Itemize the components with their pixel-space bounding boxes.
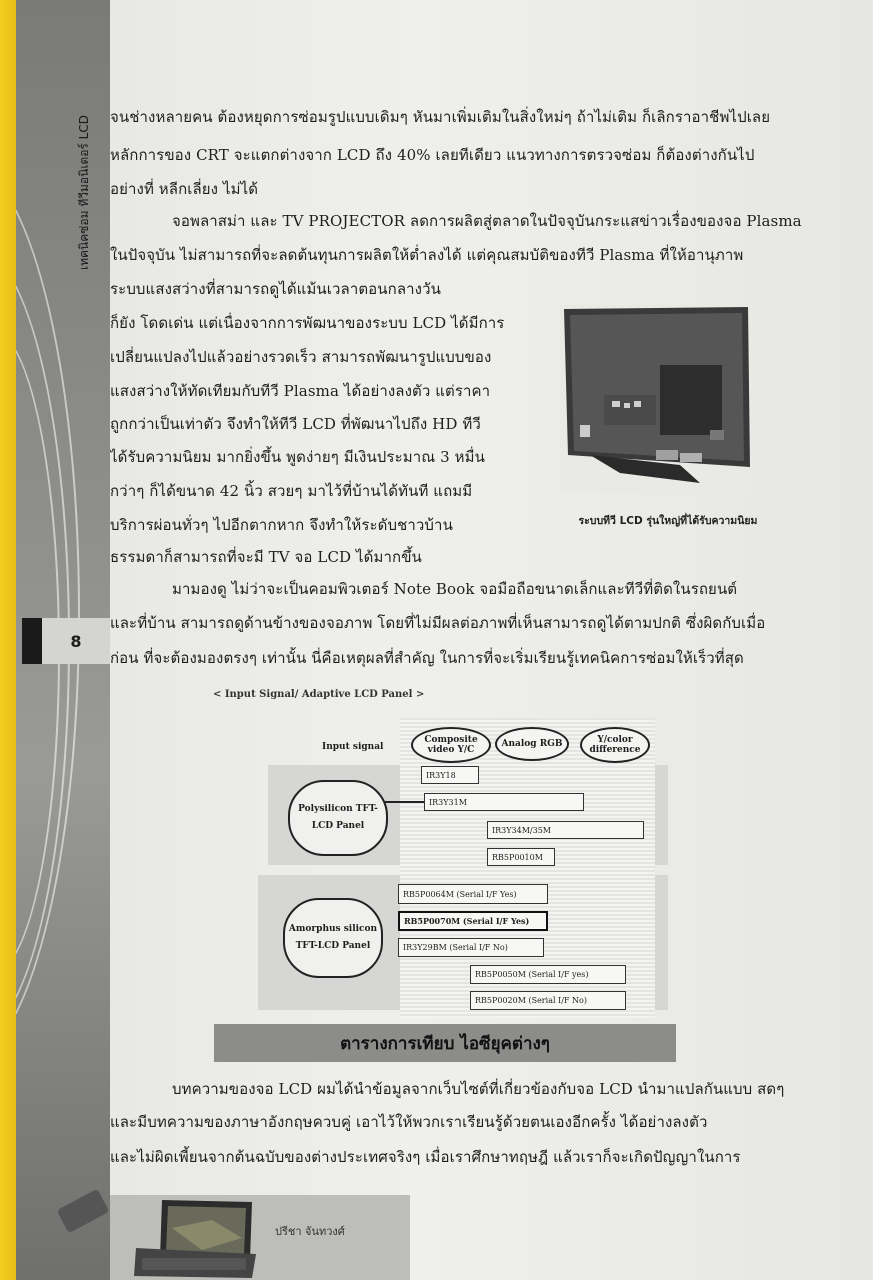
amorphous-silicon-panel: Amorphus silicon TFT-LCD Panel <box>283 898 383 978</box>
chip-box: RB5P0064M (Serial I/F Yes) <box>398 884 548 904</box>
chip-box: IR3Y34M/35M <box>487 821 644 839</box>
body-line: และไม่ผิดเพี้ยนจากต้นฉบับของต่างประเทศจริงๆ เมื่อเราศึกษาทฤษฎี แล้วเราก็จะเกิดปัญญาในการ <box>110 1148 741 1166</box>
footer-author: ปรีชา จันทวงศ์ <box>275 1225 345 1238</box>
body-line: ได้รับความนิยม มากยิ่งขึ้น พูดง่ายๆ มีเงินประมาณ 3 หมื่น <box>110 448 485 466</box>
diagram-title: < Input Signal/ Adaptive LCD Panel > <box>213 689 425 700</box>
chip-box: IR3Y31M <box>424 793 584 811</box>
chip-box: IR3Y29BM (Serial I/F No) <box>398 938 544 957</box>
body-line: จอพลาสม่า และ TV PROJECTOR ลดการผลิตสู่ตลาดในปัจจุบันกระแสข่าวเรื่องของจอ Plasma <box>172 212 802 230</box>
body-line: บริการผ่อนทั่วๆ ไปอีกตากหาก จึงทำให้ระดับชาวบ้าน <box>110 516 453 534</box>
body-line: หลักการของ CRT จะแตกต่างจาก LCD ถึง 40% เลยทีเดียว แนวทางการตรวจซ่อม ก็ต้องต่างกันไป <box>110 146 755 164</box>
photo-caption: ระบบทีวี LCD รุ่นใหญ่ที่ได้รับความนิยม <box>578 515 758 527</box>
chip-box: RB5P0020M (Serial I/F No) <box>470 991 626 1010</box>
body-line: กว่าๆ ก็ได้ขนาด 42 นิ้ว สวยๆ มาไว้ที่บ้านได้ทันที แถมมี <box>110 482 473 500</box>
running-head: เทคนิคซ่อม ทีวีมอนิเตอร์ LCD <box>77 115 91 270</box>
column-y-color-difference: Y/color difference <box>580 727 650 763</box>
body-line: อย่างที่ หลีกเลี่ยง ไม่ได้ <box>110 180 259 198</box>
column-composite-video: Composite video Y/C <box>411 727 491 763</box>
body-line: มามองดู ไม่ว่าจะเป็นคอมพิวเตอร์ Note Book จอมือถือขนาดเล็กและทีวีที่ติดในรถยนต์ <box>172 580 738 598</box>
chip-box: RB5P0070M (Serial I/F Yes) <box>398 911 548 931</box>
body-line: และมีบทความของภาษาอังกฤษควบคู่ เอาไว้ให้พวกเราเรียนรู้ด้วยตนเองอีกครั้ง ได้อย่างลงตัว <box>110 1113 708 1131</box>
body-line: ธรรมดาก็สามารถที่จะมี TV จอ LCD ได้มากขึ้น <box>110 548 422 566</box>
input-signal-label: Input signal <box>322 742 384 752</box>
column-analog-rgb: Analog RGB <box>495 727 569 761</box>
body-line: เปลี่ยนแปลงไปแล้วอย่างรวดเร็ว สามารถพัฒนารูปแบบของ <box>110 348 492 366</box>
body-line: ก็ยัง โดดเด่น แต่เนื่องจากการพัฒนาของระบบ LCD ได้มีการ <box>110 314 505 332</box>
lcd-tv-rear-photo <box>560 305 752 493</box>
body-line: บทความของจอ LCD ผมได้นำข้อมูลจากเว็บไซต์ที่เกี่ยวข้องกับจอ LCD นำมาแปลกันแบบ สดๆ <box>172 1080 785 1098</box>
body-line: ในปัจจุบัน ไม่สามารถที่จะลดต้นทุนการผลิตให้ต่ำลงได้ แต่คุณสมบัติของทีวี Plasma ที่ให้อานุภาพ <box>110 246 744 264</box>
body-line: ก่อน ที่จะต้องมองตรงๆ เท่านั้น นี่คือเหตุผลที่สำคัญ ในการที่จะเริ่มเรียนรู้เทคนิคการซ่อมให้เร็วที่สุด <box>110 649 744 667</box>
lcd-tv-icon <box>132 1198 258 1280</box>
page-number: 8 <box>22 618 110 664</box>
body-line: และที่บ้าน สามารถดูด้านข้างของจอภาพ โดยที่ไม่มีผลต่อภาพที่เห็นสามารถดูได้ตามปกติ ซึ่งผิดกับเมื่อ <box>110 614 766 632</box>
body-line: ระบบแสงสว่างที่สามารถดูได้แม้นเวลาตอนกลางวัน <box>110 280 441 298</box>
chip-box: IR3Y18 <box>421 766 479 784</box>
polysilicon-panel: Polysilicon TFT-LCD Panel <box>288 780 388 856</box>
chip-box: RB5P0050M (Serial I/F yes) <box>470 965 626 984</box>
yellow-page-edge <box>0 0 16 1280</box>
chip-box: RB5P0010M <box>487 848 555 866</box>
table-banner: ตารางการเทียบ ไอซียุคต่างๆ <box>214 1024 676 1062</box>
body-line: จนช่างหลายคน ต้องหยุดการซ่อมรูปแบบเดิมๆ หันมาเพิ่มเติมในสิ่งใหม่ๆ ถ้าไม่เติม ก็เลิกราอาชีพไปเลย <box>110 108 771 126</box>
body-line: ถูกกว่าเป็นเท่าตัว จึงทำให้ทีวี LCD ที่พัฒนาไปถึง HD ทีวี <box>110 415 481 433</box>
body-line: แสงสว่างให้ทัดเทียมกับทีวี Plasma ได้อย่างลงตัว แต่ราคา <box>110 382 491 400</box>
